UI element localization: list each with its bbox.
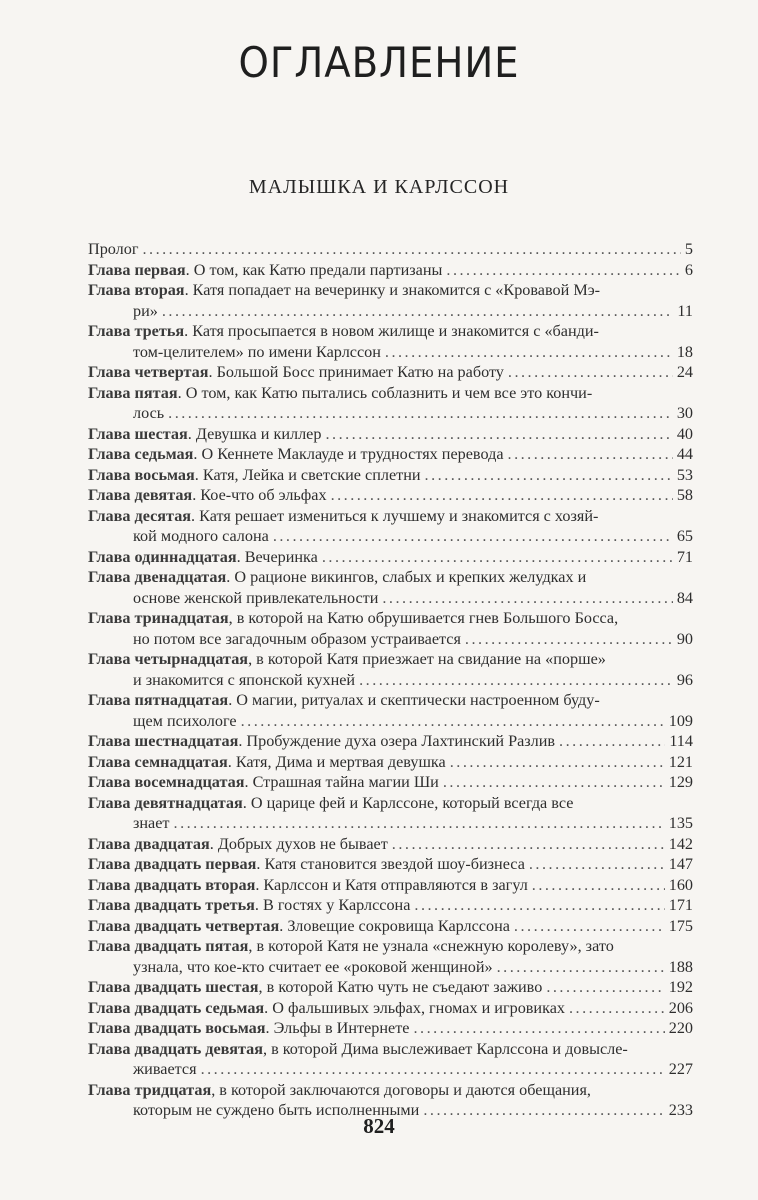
page-ref: 175 [668, 916, 693, 935]
chapter-label: Глава двадцать пятая [88, 937, 249, 955]
toc-entry[interactable] [88, 444, 693, 465]
chapter-label: Глава первая [88, 260, 186, 279]
chapter-label: Глава двадцать третья [88, 896, 255, 914]
toc-entry[interactable] [88, 260, 693, 281]
dot-leader [450, 752, 665, 773]
chapter-title: . О рационе викингов, слабых и крепких желудках и [226, 568, 587, 586]
dot-leader [569, 998, 665, 1019]
dot-leader [392, 834, 665, 855]
page-ref: 192 [668, 978, 693, 996]
chapter-title: . Катя просыпается в новом жилище и знакомится с «банди- [184, 322, 599, 340]
toc-entry[interactable] [88, 936, 693, 977]
chapter-label: Глава двадцать седьмая [88, 998, 265, 1017]
chapter-label: Глава двадцатая [88, 834, 210, 853]
chapter-title: . Кое-что об эльфах [192, 486, 327, 504]
dot-leader [142, 239, 680, 260]
page-ref: 71 [676, 547, 693, 566]
toc-entry[interactable] [88, 383, 693, 424]
dot-leader [201, 1059, 665, 1080]
chapter-title: , в которой на Катю обрушивается гнев Большого Босса, [228, 609, 619, 627]
page-ref: 109 [668, 711, 693, 730]
toc-entry[interactable] [88, 895, 693, 916]
toc-entry[interactable] [88, 793, 693, 834]
chapter-label: Глава седьмая [88, 445, 194, 463]
dot-leader [446, 260, 681, 281]
chapter-title: . О Кеннете Маклауде и трудностях перевода [193, 445, 504, 463]
toc-entry[interactable] [88, 485, 693, 506]
page-title: ОГЛАВЛЕНИЕ [238, 38, 520, 87]
dot-leader [241, 711, 665, 732]
toc-entry[interactable] [88, 321, 693, 362]
toc-entry[interactable] [88, 649, 693, 690]
chapter-label: Глава шестая [88, 424, 188, 443]
chapter-label: Глава двадцать первая [88, 855, 257, 873]
chapter-title: , в которой Катя приезжает на свидание на «порше» [248, 650, 606, 668]
page-ref: 147 [668, 855, 693, 873]
chapter-title-continuation: узнала, что кое-кто считает ее «роковой женщиной» [133, 957, 493, 976]
chapter-title: Пролог [88, 240, 139, 258]
dot-leader [382, 588, 672, 609]
page-ref: 160 [668, 875, 693, 894]
chapter-title: . О том, как Катю пытались соблазнить и чем все это кончи- [177, 383, 593, 402]
chapter-label: Глава восьмая [88, 465, 195, 484]
chapter-label: Глава четвертая [88, 363, 209, 381]
dot-leader [514, 916, 665, 937]
toc-entry[interactable] [88, 1039, 693, 1080]
toc-entry[interactable] [88, 465, 693, 486]
dot-leader [425, 465, 673, 486]
page-ref: 233 [668, 1101, 693, 1119]
table-of-contents [88, 239, 693, 1121]
page-ref: 90 [676, 629, 693, 648]
dot-leader [443, 772, 665, 793]
page-ref: 65 [676, 527, 693, 545]
dot-leader [508, 444, 673, 465]
chapter-label: Глава одиннадцатая [88, 547, 237, 566]
dot-leader [162, 301, 674, 322]
page-ref: 58 [676, 486, 693, 504]
toc-entry[interactable] [88, 752, 693, 773]
dot-leader [465, 629, 673, 650]
chapter-title-continuation: лось [133, 404, 165, 422]
chapter-title: . Вечеринка [236, 547, 318, 566]
toc-entry[interactable] [88, 239, 693, 260]
page-ref: 44 [676, 445, 693, 463]
chapter-title-continuation: живается [133, 1060, 197, 1078]
chapter-title: , в которой заключаются договоры и даются обещания, [211, 1080, 591, 1099]
page-ref: 24 [676, 363, 693, 381]
chapter-title: . О фальшивых эльфах, гномах и игровиках [264, 998, 565, 1017]
page-ref: 6 [684, 260, 693, 279]
dot-leader [385, 342, 673, 363]
chapter-title: . Большой Босс принимает Катю на работу [208, 363, 504, 381]
toc-entry[interactable] [88, 916, 693, 937]
dot-leader [359, 670, 673, 691]
toc-entry[interactable] [88, 547, 693, 568]
chapter-title: , в которой Катю чуть не съедают заживо [258, 978, 543, 996]
toc-entry[interactable] [88, 834, 693, 855]
chapter-title: . Зловещие сокровища Карлссона [279, 916, 510, 935]
page-ref: 121 [668, 752, 693, 771]
dot-leader [273, 526, 673, 547]
chapter-title: . Катя становится звездой шоу-бизнеса [256, 855, 525, 873]
chapter-title: . Катя, Дима и мертвая девушка [227, 752, 446, 771]
page-ref: 135 [668, 814, 693, 832]
chapter-label: Глава шестнадцатая [88, 732, 239, 750]
chapter-label: Глава семнадцатая [88, 752, 228, 771]
dot-leader [414, 1018, 665, 1039]
dot-leader [168, 403, 673, 424]
chapter-label: Глава девятнадцатая [88, 793, 243, 812]
toc-entry[interactable] [88, 875, 693, 896]
dot-leader [322, 547, 673, 568]
chapter-title: . Катя решает измениться к лучшему и знакомится с хозяй- [191, 506, 599, 525]
chapter-label: Глава третья [88, 322, 185, 340]
page-ref: 206 [668, 998, 693, 1017]
page-ref: 40 [676, 424, 693, 443]
toc-entry[interactable] [88, 854, 693, 875]
chapter-label: Глава вторая [88, 281, 185, 299]
chapter-title-continuation: которым не суждено быть исполненными [133, 1101, 420, 1119]
toc-entry[interactable] [88, 690, 693, 731]
page-ref: 5 [684, 240, 693, 258]
chapter-title: . Пробуждение духа озера Лахтинский Разлив [238, 732, 556, 750]
chapter-label: Глава двенадцатая [88, 568, 227, 586]
dot-leader [559, 731, 665, 752]
page-ref: 188 [668, 957, 693, 976]
chapter-label: Глава пятая [88, 383, 178, 402]
page-ref: 84 [676, 588, 693, 607]
chapter-label: Глава тринадцатая [88, 609, 229, 627]
dot-leader [174, 813, 665, 834]
chapter-title: . О магии, ритуалах и скептически настроенном буду- [228, 691, 600, 709]
dot-leader [532, 875, 665, 896]
toc-entry[interactable] [88, 772, 693, 793]
dot-leader [497, 957, 665, 978]
chapter-title-continuation: и знакомится с японской кухней [133, 670, 356, 689]
page-ref: 220 [668, 1019, 693, 1037]
chapter-label: Глава двадцать вторая [88, 875, 256, 894]
chapter-label: Глава двадцать восьмая [88, 1019, 266, 1037]
chapter-label: Глава четырнадцатая [88, 650, 249, 668]
toc-entry[interactable] [88, 977, 693, 998]
chapter-title: , в которой Катя не узнала «снежную королеву», зато [248, 937, 614, 955]
chapter-title: . Эльфы в Интернете [265, 1019, 410, 1037]
chapter-title-continuation: том-целителем» по имени Карлссон [133, 342, 381, 361]
chapter-label: Глава пятнадцатая [88, 691, 229, 709]
dot-leader [508, 362, 673, 383]
chapter-title-continuation: основе женской привлекательности [133, 588, 379, 607]
page-ref: 18 [676, 342, 693, 361]
page-ref: 142 [668, 834, 693, 853]
chapter-label: Глава двадцать четвертая [88, 916, 280, 935]
chapter-title: . О царице фей и Карлссоне, который всегда все [242, 793, 574, 812]
page-ref: 11 [677, 301, 693, 320]
chapter-title-continuation: знает [133, 814, 170, 832]
chapter-title: . Катя, Лейка и светские сплетни [194, 465, 421, 484]
chapter-title: . Девушка и киллер [187, 424, 322, 443]
chapter-label: Глава двадцать девятая [88, 1039, 263, 1058]
toc-entry[interactable] [88, 506, 693, 547]
dot-leader [529, 854, 665, 875]
chapter-label: Глава десятая [88, 506, 192, 525]
chapter-title: . Карлссон и Катя отправляются в загул [255, 875, 528, 894]
toc-entry[interactable] [88, 424, 693, 445]
chapter-title: . В гостях у Карлссона [254, 896, 411, 914]
page-ref: 96 [676, 670, 693, 689]
toc-entry[interactable] [88, 362, 693, 383]
chapter-title-continuation: кой модного салона [133, 527, 269, 545]
dot-leader [331, 485, 673, 506]
chapter-title-continuation: ри» [133, 301, 158, 320]
page-ref: 30 [676, 404, 693, 422]
toc-entry[interactable] [88, 280, 693, 321]
section-title: МАЛЫШКА И КАРЛССОН [248, 176, 510, 198]
page-number: 824 [363, 1114, 395, 1138]
page-ref: 53 [676, 465, 693, 484]
toc-entry[interactable] [88, 998, 693, 1019]
chapter-title: . О том, как Катю предали партизаны [185, 260, 443, 279]
toc-entry[interactable] [88, 608, 693, 649]
chapter-title: . Страшная тайна магии Ши [244, 773, 439, 791]
page-ref: 227 [668, 1060, 693, 1078]
chapter-title: . Катя попадает на вечеринку и знакомится с «Кровавой Мэ- [184, 281, 601, 299]
chapter-title: . Добрых духов не бывает [209, 834, 388, 853]
dot-leader [325, 424, 672, 445]
dot-leader [546, 977, 664, 998]
chapter-title-continuation: но потом все загадочным образом устраивается [133, 629, 461, 648]
chapter-title: , в которой Дима выслеживает Карлссона и довысле- [262, 1039, 628, 1058]
page-ref: 171 [668, 896, 693, 914]
dot-leader [414, 895, 664, 916]
toc-entry[interactable] [88, 567, 693, 608]
chapter-title-continuation: щем психологе [133, 711, 237, 730]
page-ref: 114 [669, 732, 693, 750]
chapter-label: Глава девятая [88, 486, 193, 504]
toc-entry[interactable] [88, 1018, 693, 1039]
page-ref: 129 [668, 773, 693, 791]
chapter-label: Глава тридцатая [88, 1080, 212, 1099]
chapter-label: Глава восемнадцатая [88, 773, 245, 791]
toc-entry[interactable] [88, 731, 693, 752]
chapter-label: Глава двадцать шестая [88, 978, 259, 996]
